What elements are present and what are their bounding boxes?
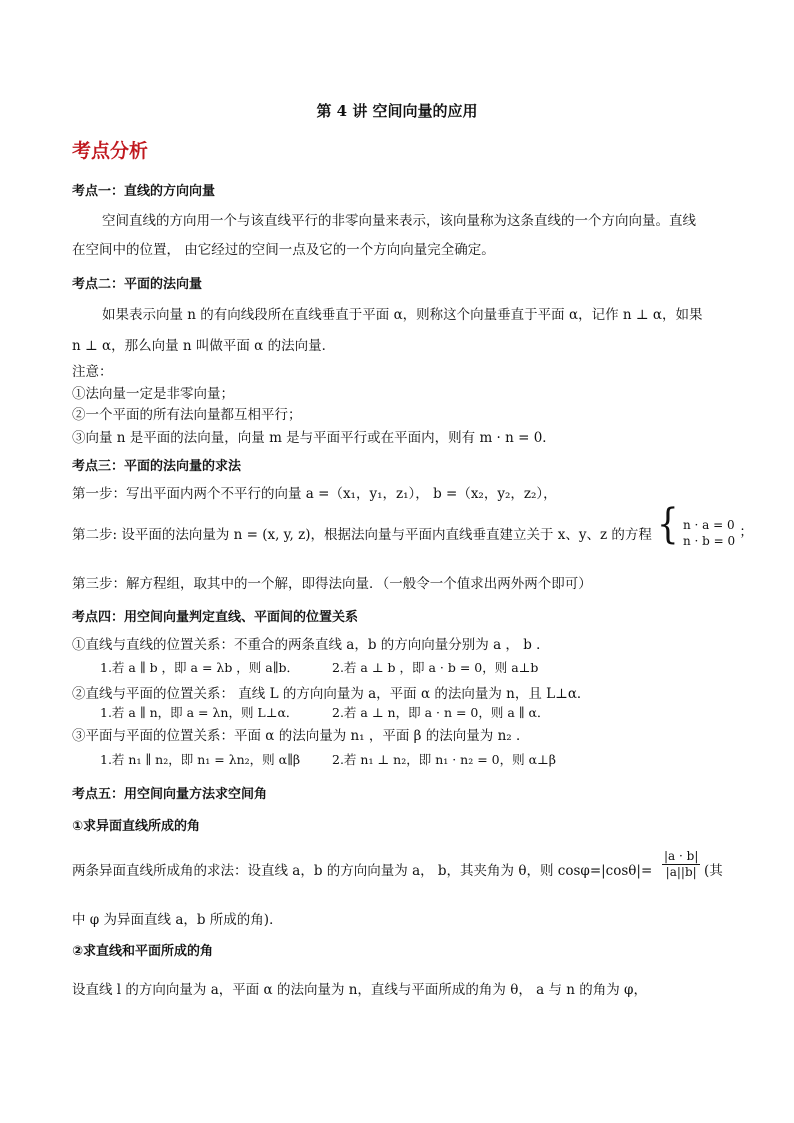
kp2-line1: 如果表示向量 n 的有向线段所在直线垂直于平面 α，则称这个向量垂直于平面 α，记作 n ⊥ α，如果	[102, 307, 703, 323]
kp4-r1b: 2.若 a ⊥ b ，即 a · b = 0，则 a⊥b	[332, 660, 539, 675]
kp3-eq2: n · b = 0	[682, 533, 736, 548]
kp3-step1: 第一步：写出平面内两个不平行的向量 a =（x₁，y₁，z₁）， b =（x₂，y₂，z₂），	[72, 486, 557, 502]
kp2-note-label: 注意：	[72, 364, 113, 380]
kp4-r2a: 1.若 a ∥ n，即 a = λn，则 L⊥α．	[100, 705, 299, 720]
kp5-fraction	[662, 849, 700, 880]
kp4-r2b: 2.若 a ⊥ n，即 a · n = 0，则 a ∥ α．	[332, 705, 550, 720]
kp2-note3: ③向量 n 是平面的法向量，向量 m 是与平面平行或在平面内，则有 m · n = 0．	[72, 430, 556, 446]
kp3-step3: 第三步：解方程组，取其中的一个解，即得法向量．（一般令一个值求出两外两个即可）	[72, 576, 592, 592]
kp5-line1-end: (其	[704, 863, 723, 879]
kp1-line1: 空间直线的方向用一个与该直线平行的非零向量来表示，该向量称为这条直线的一个方向向量。直线	[102, 213, 696, 229]
kp2-note1: ①法向量一定是非零向量；	[72, 386, 234, 402]
kp4-r1a: 1.若 a ∥ b ，即 a = λb ，则 a∥b．	[100, 660, 299, 675]
kp3-heading: 考点三：平面的法向量的求法	[72, 459, 242, 474]
kp5-sub1: ①求异面直线所成的角	[72, 819, 201, 834]
kp5-heading: 考点五：用空间向量方法求空间角	[72, 787, 268, 802]
kp1-line2: 在空间中的位置， 由它经过的空间一点及它的一个方向向量完全确定。	[72, 242, 495, 258]
section-title: 考点分析	[72, 140, 149, 162]
fraction-numerator: |a · b|	[664, 849, 699, 863]
kp3-eq1: n · a = 0	[682, 517, 735, 532]
page-title: 第 4 讲 空间向量的应用	[316, 102, 478, 120]
kp5-line2: 中 φ 为异面直线 a，b 所成的角)．	[72, 912, 283, 928]
kp5-line1: 两条异面直线所成角的求法：设直线 a，b 的方向向量为 a， b，其夹角为 θ，则 cosφ=|cosθ|=	[72, 863, 653, 879]
kp4-r2: ②直线与平面的位置关系： 直线 L 的方向向量为 a，平面 α 的法向量为 n，且 L⊥α．	[72, 686, 591, 702]
kp2-note2: ②一个平面的所有法向量都互相平行；	[72, 407, 302, 423]
kp5-sub2: ②求直线和平面所成的角	[72, 944, 214, 959]
kp4-heading: 考点四：用空间向量判定直线、平面间的位置关系	[72, 610, 359, 625]
kp4-r1: ①直线与直线的位置关系：不重合的两条直线 a，b 的方向向量分别为 a ， b ．	[72, 637, 550, 653]
kp4-r3: ③平面与平面的位置关系：平面 α 的法向量为 n₁ ，平面 β 的法向量为 n₂ ．	[72, 728, 530, 744]
kp1-heading: 考点一：直线的方向向量	[72, 184, 216, 199]
kp2-heading: 考点二：平面的法向量	[72, 277, 203, 292]
fraction-denominator: |a||b|	[665, 865, 697, 879]
kp5-line3: 设直线 l 的方向向量为 a，平面 α 的法向量为 n，直线与平面所成的角为 θ， a 与 n 的角为 φ，	[72, 982, 647, 998]
kp3-equation-system	[657, 501, 753, 549]
kp4-r3b: 2.若 n₁ ⊥ n₂，即 n₁ · n₂ = 0，则 α⊥β	[332, 752, 557, 767]
kp3-step2: 第二步: 设平面的法向量为 n = (x, y, z)，根据法向量与平面内直线垂直建立关于 x、y、z 的方程	[72, 527, 652, 543]
brace-symbol: {	[657, 501, 679, 549]
kp3-eq-end: ；	[739, 524, 753, 540]
kp4-r3a: 1.若 n₁ ∥ n₂，即 n₁ = λn₂，则 α∥β	[100, 752, 301, 767]
kp2-line2: n ⊥ α，那么向量 n 叫做平面 α 的法向量．	[72, 338, 336, 354]
